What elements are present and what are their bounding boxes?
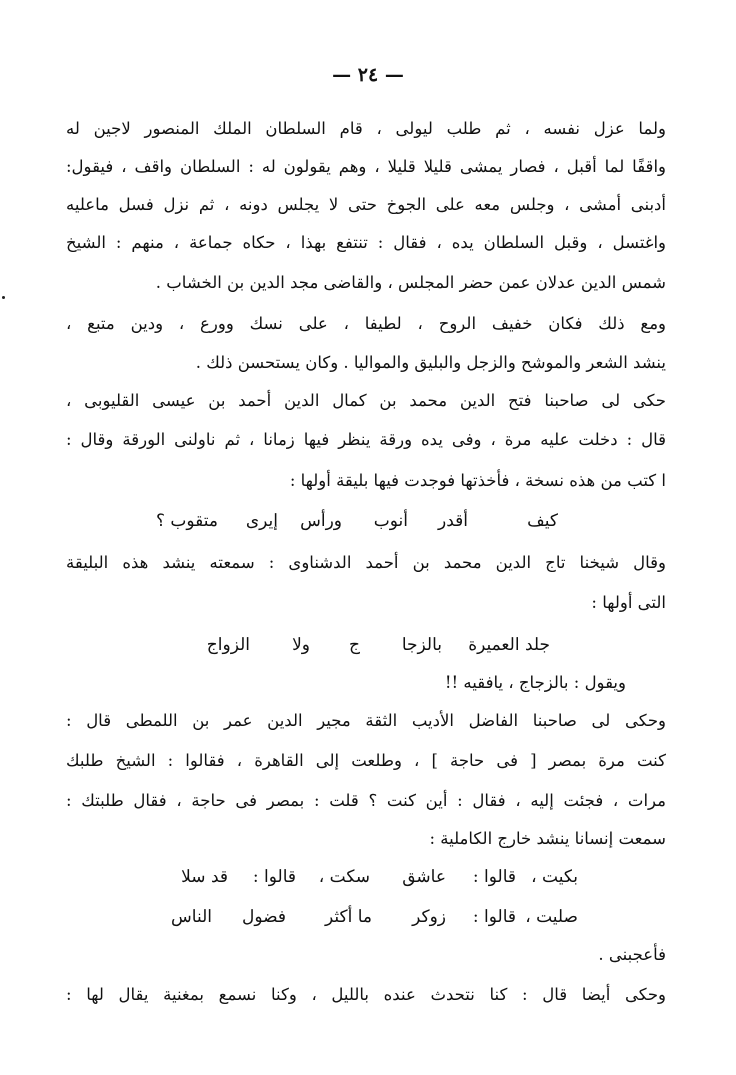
text-line: فأعجبنى . [598, 945, 666, 964]
text-line: ا كتب من هذه نسخة ، فأخذتها فوجدت فيها بليقة أولها : [289, 471, 666, 490]
text-line: وحكى أيضا قال : كنا نتحدث عنده بالليل ، وكنا نسمع بمغنية يقال لها : [66, 985, 666, 1004]
text-line: سمعت إنسانا ينشد خارج الكاملية : [429, 829, 666, 848]
text-line: ولما عزل نفسه ، ثم طلب ليولى ، قام السلطان الملك المنصور لاجين له [66, 119, 666, 138]
verse-word: إيرى [245, 511, 278, 531]
verse-word: أقدر [438, 511, 468, 531]
verse-word: الناس [171, 907, 212, 927]
verse-word: فضول [241, 907, 286, 927]
text-line: وحكى لى صاحبنا الفاضل الأديب الثقة مجير الدين عمر بن اللمطى قال : [66, 711, 666, 730]
verse-word: جلد العميرة [468, 635, 550, 655]
verse-word: بكيت ، [531, 867, 578, 887]
margin-mark [2, 296, 5, 299]
verse-word: أنوب [373, 511, 408, 531]
verse-word: قد سلا [181, 867, 228, 887]
text-line: مرات ، فجئت إليه ، فقال : أين كنت ؟ قلت : بمصر فى حاجة ، فقال طلبتك : [66, 791, 666, 810]
text-line: شمس الدين عدلان عمن حضر المجلس ، والقاضى مجد الدين بن الخشاب . [155, 273, 666, 292]
text-line: واقفًا لما أقبل ، فصار يمشى قليلا قليلا ، وهم يقولون له : السلطان واقف ، فيقول: [66, 157, 666, 176]
text-line: كنت مرة بمصر [ فى حاجة ] ، وطلعت إلى القاهرة ، فقالوا : الشيخ طلبك [66, 751, 666, 770]
text-line: أدبنى أمشى ، وجلس معه على الجوخ حتى لا يجلس دونه ، ثم نزل فسل ماعليه [66, 195, 666, 214]
text-line: ويقول : بالزجاج ، يافقيه !! [444, 673, 626, 692]
text-line: واغتسل ، وقبل السلطان يده ، فقال : تنتفع بهذا ، حكاه جماعة ، منهم : الشيخ [66, 233, 666, 252]
verse-word: الزواج [206, 635, 250, 655]
text-line: ومع ذلك فكان خفيف الروح ، لطيفا ، على نسك وورع ، ودين متبع ، [66, 314, 666, 333]
page-number: — ٢٤ — [332, 64, 404, 86]
verse-word: زوكر [412, 907, 446, 927]
verse-word: ولا [292, 635, 310, 655]
verse-word: قالوا : [472, 867, 516, 887]
verse-word: كيف [527, 511, 558, 531]
verse-word: ج [349, 635, 360, 655]
text-line: حكى لى صاحبنا فتح الدين محمد بن كمال الدين أحمد بن عيسى القليوبى ، [66, 391, 666, 410]
text-line: وقال شيخنا تاج الدين محمد بن أحمد الدشناوى : سمعته ينشد هذه البليقة [66, 553, 666, 572]
verse-word: قالوا : [472, 907, 516, 927]
text-line: قال : دخلت عليه مرة ، وفى يده ورقة ينظر فيها زمانا ، ثم ناولنى الورقة وقال : [66, 430, 666, 449]
verse-word: متقوب ؟ [155, 511, 218, 531]
verse-word: بالزجا [401, 635, 442, 655]
verse-word: ورأس [300, 511, 342, 531]
text-line: التى أولها : [591, 593, 666, 612]
text-line: ينشد الشعر والموشح والزجل والبليق والمواليا . وكان يستحسن ذلك . [195, 353, 666, 372]
verse-word: عاشق [402, 867, 446, 887]
verse-word: صليت ، [525, 907, 578, 927]
verse-word: سكت ، [318, 867, 370, 887]
verse-word: قالوا : [252, 867, 296, 887]
verse-word: ما أكثر [324, 907, 372, 927]
